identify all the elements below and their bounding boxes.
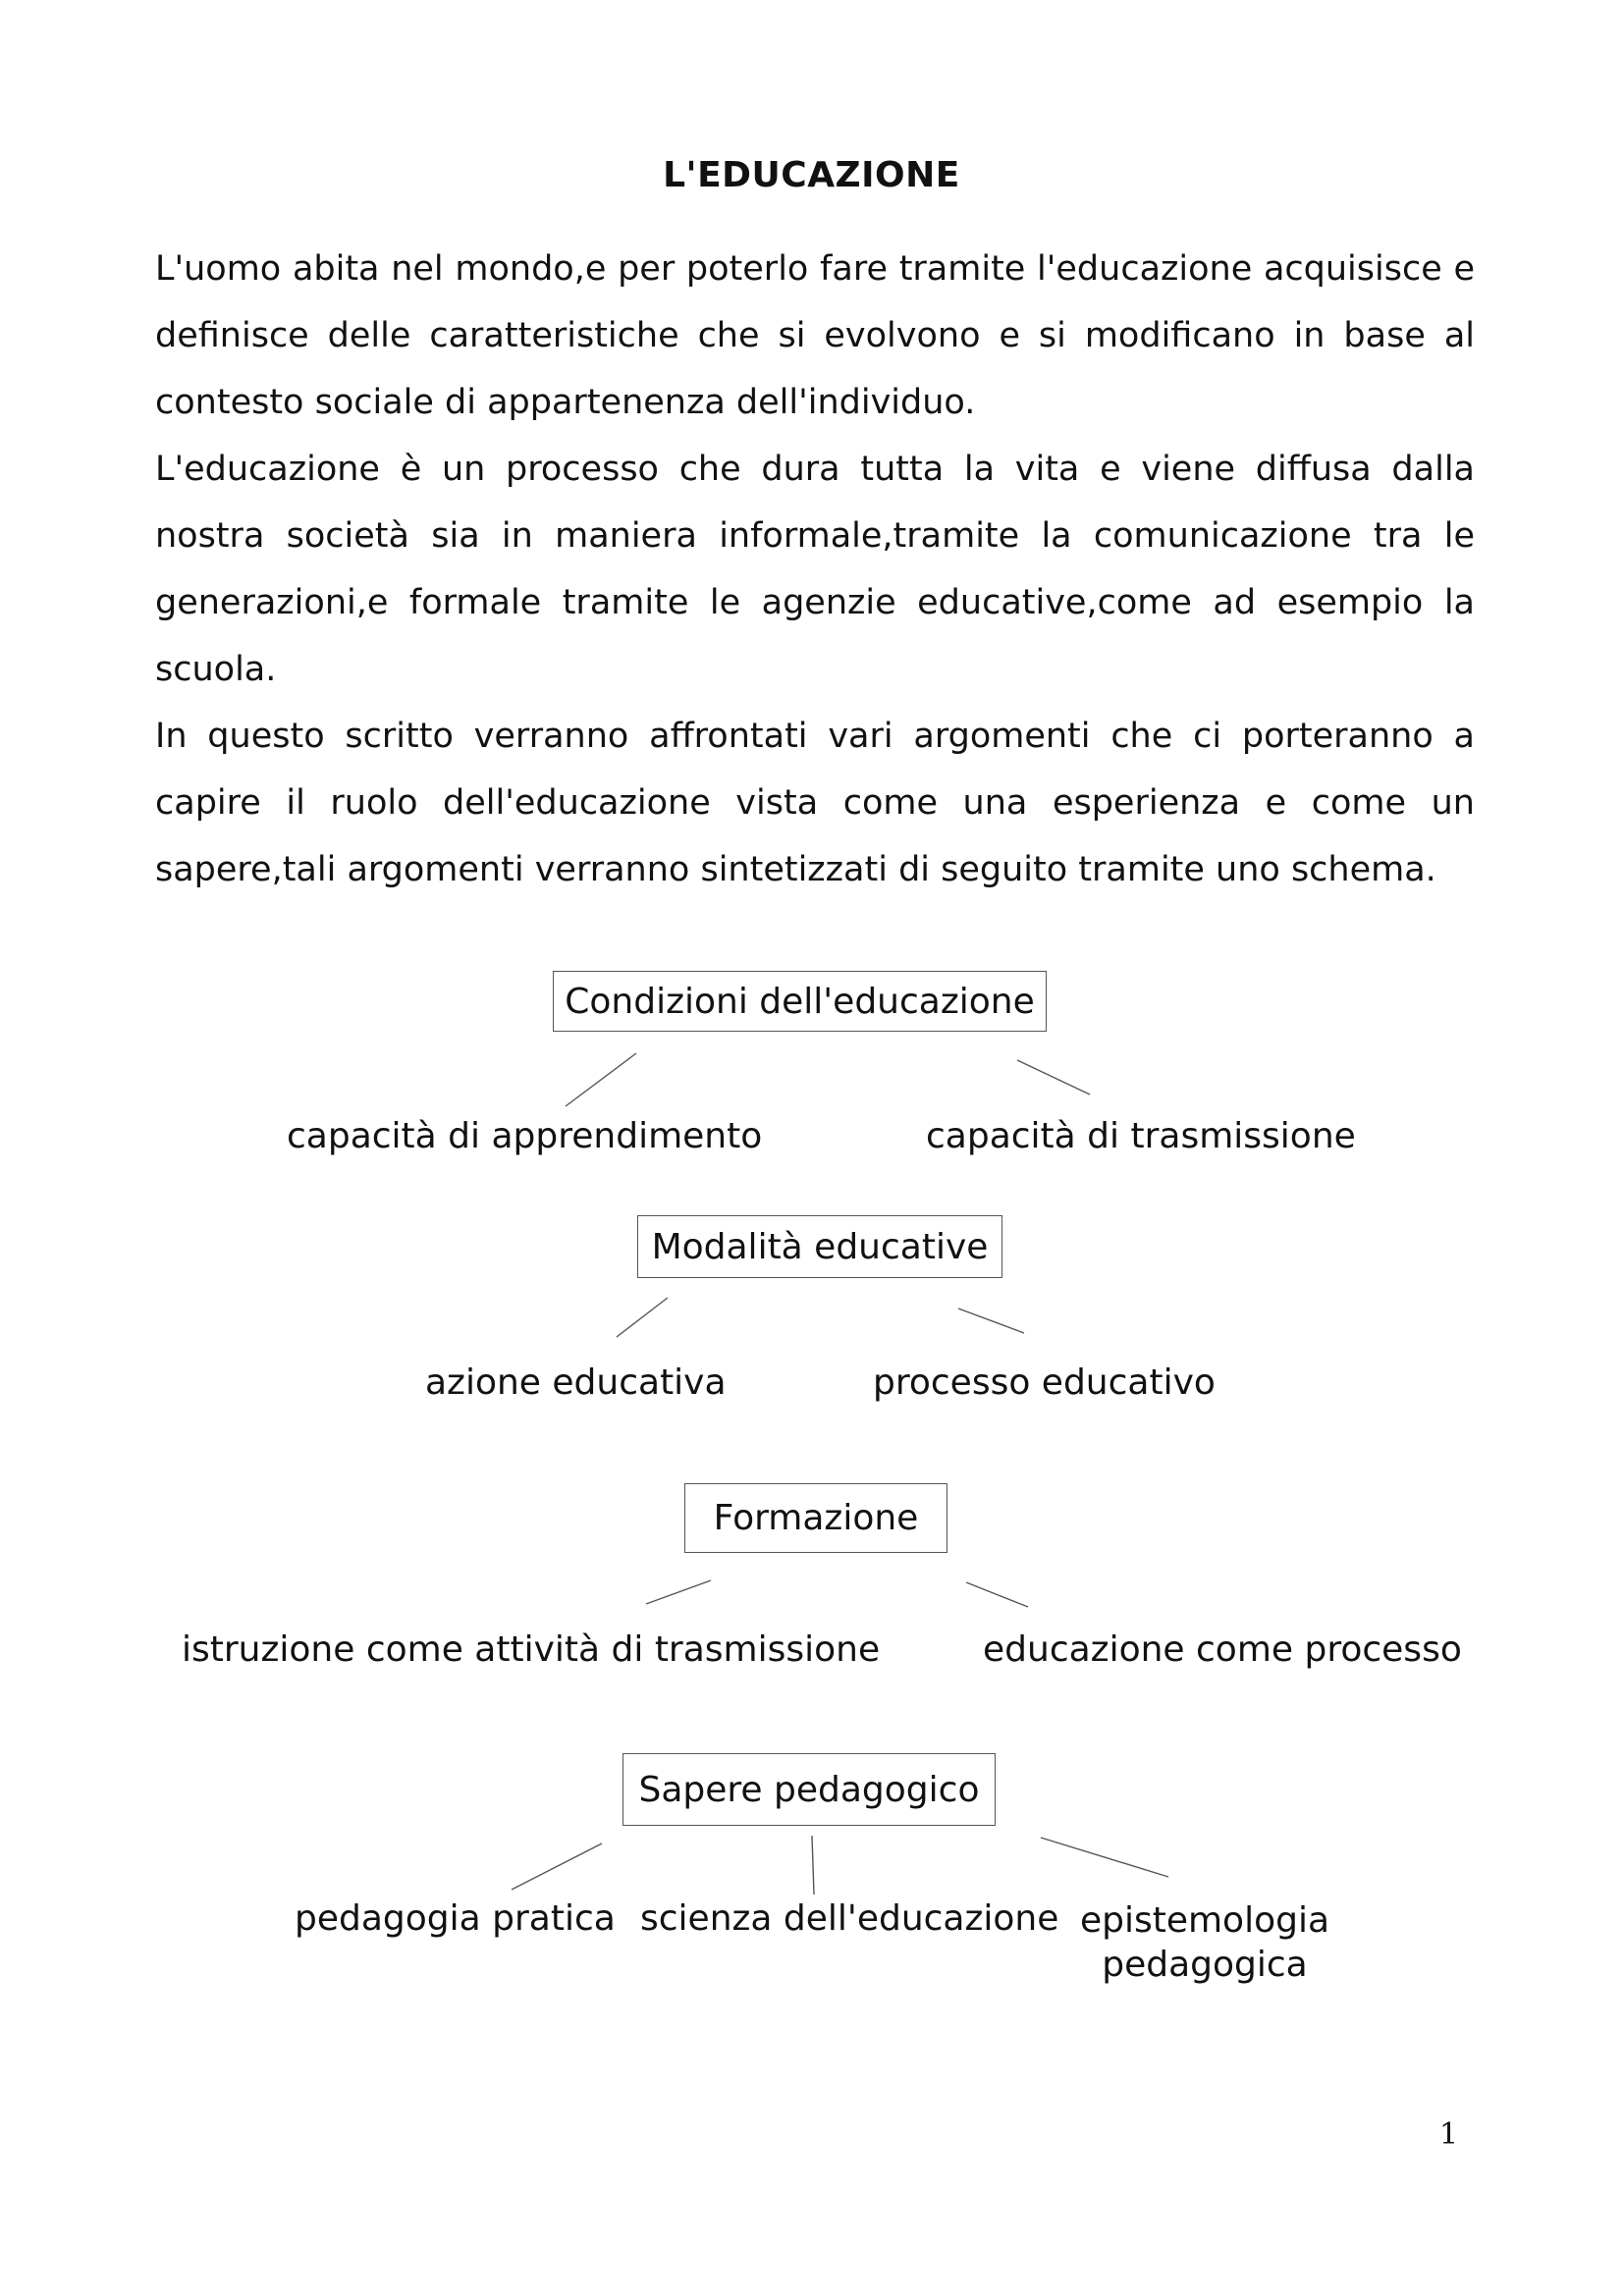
paragraph-2: L'educazione è un processo che dura tutta la vita e viene diffusa dalla nostra società sia in maniera informale,tramite la comunicazione tra le generazioni,e formale tramite le agenzie educative,come ad esempio la scuola. — [155, 450, 1475, 689]
intro-text — [155, 236, 1475, 903]
schema-node-azione-educativa: azione educativa — [425, 1362, 727, 1403]
schema-node-capacita-apprendimento: capacità di apprendimento — [287, 1116, 763, 1156]
connector-line — [1017, 1060, 1090, 1095]
schema-box-condizioni: Condizioni dell'educazione — [553, 971, 1047, 1032]
schema-box-sapere: Sapere pedagogico — [622, 1753, 996, 1826]
schema-node-epistemologia: epistemologia pedagogica — [1079, 1900, 1330, 1985]
connector-line — [512, 1843, 602, 1890]
page-number: 1 — [1439, 2117, 1459, 2152]
paragraph-3: In questo scritto verranno affrontati vari argomenti che ci porteranno a capire il ruolo dell'educazione vista come una esperienza e come un sapere,tali argomenti verranno sintetizzati di seguito tramite uno schema. — [155, 717, 1475, 889]
connector-line — [566, 1053, 636, 1106]
schema-node-educazione-processo: educazione come processo — [983, 1629, 1462, 1670]
connector-line — [1041, 1838, 1168, 1877]
schema-node-processo-educativo: processo educativo — [873, 1362, 1216, 1403]
connector-line — [966, 1582, 1028, 1607]
connector-line — [812, 1836, 814, 1895]
schema-node-istruzione: istruzione come attività di trasmissione — [182, 1629, 881, 1670]
schema-box-formazione: Formazione — [684, 1483, 947, 1553]
schema-box-modalita: Modalità educative — [637, 1215, 1002, 1278]
connector-line — [617, 1298, 668, 1337]
schema-node-pedagogia-pratica: pedagogia pratica — [295, 1898, 616, 1939]
paragraph-1: L'uomo abita nel mondo,e per poterlo fare tramite l'educazione acquisisce e definisce delle caratteristiche che si evolvono e si modificano in base al contesto sociale di appartenenza dell'individuo. — [155, 249, 1475, 422]
connector-line — [958, 1308, 1024, 1333]
schema-node-capacita-trasmissione: capacità di trasmissione — [926, 1116, 1356, 1156]
page-title: L'EDUCAZIONE — [663, 155, 960, 195]
connector-line — [646, 1580, 711, 1604]
schema-node-scienza-educazione: scienza dell'educazione — [640, 1898, 1059, 1939]
